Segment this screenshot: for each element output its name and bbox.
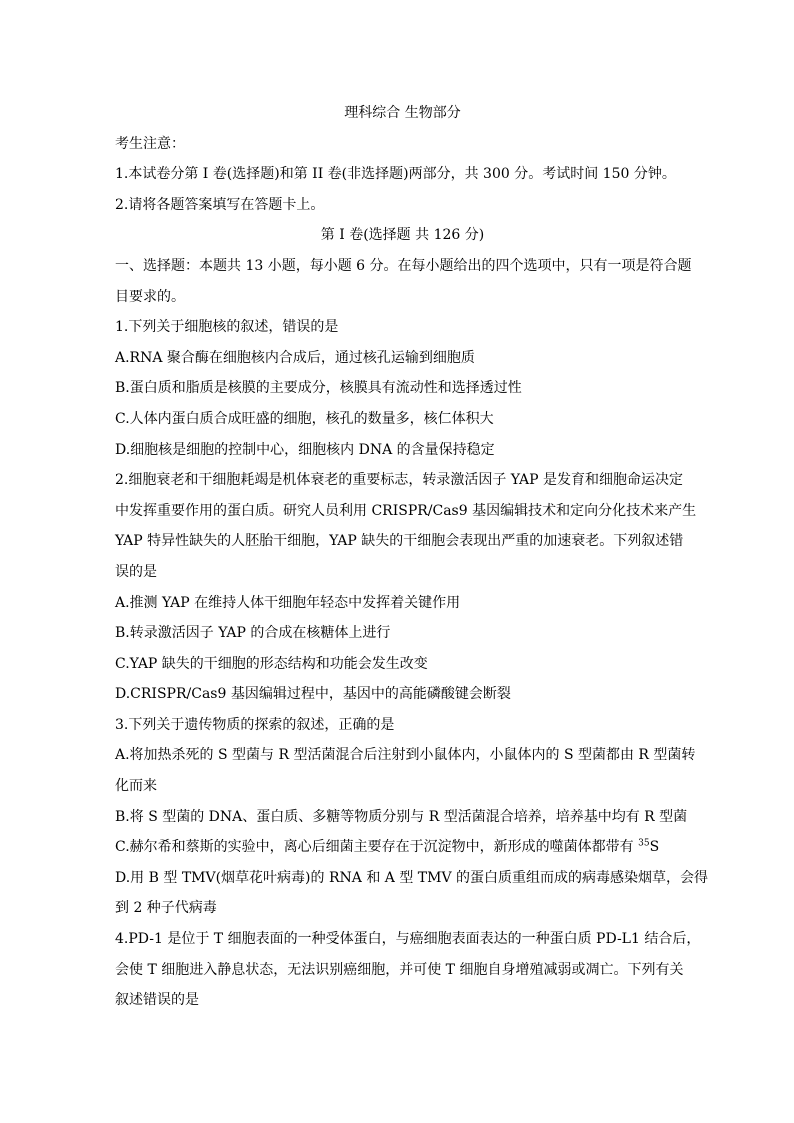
question-4-stem-line-2: 会使 T 细胞进入静息状态，无法识别癌细胞，并可使 T 细胞自身增殖减弱或凋亡。下列有关: [115, 961, 684, 978]
question-3: [115, 710, 709, 924]
question-2: [115, 465, 697, 710]
question-3-option-c-text: C.赫尔希和蔡斯的实验中，离心后细菌主要存在于沉淀物中，新形成的噬菌体都带有: [115, 839, 639, 856]
question-3-option-a-line-1: A.将加热杀死的 S 型菌与 R 型活菌混合后注射到小鼠体内，小鼠体内的 S 型菌都由 R 型菌转: [115, 747, 696, 764]
question-3-option-d-line-2: 到 2 种子代病毒: [115, 900, 217, 917]
isotope-symbol: S: [649, 839, 660, 856]
question-2-stem-line-2: 中发挥重要作用的蛋白质。研究人员利用 CRISPR/Cas9 基因编辑技术和定向分化技术来产生: [115, 502, 697, 519]
question-4: [115, 924, 701, 1016]
question-1-option-d: D.细胞核是细胞的控制中心，细胞核内 DNA 的含量保持稳定: [115, 441, 495, 458]
question-3-option-a-line-2: 化而来: [115, 778, 157, 795]
section-title: 第 I 卷(选择题 共 126 分): [320, 227, 485, 244]
question-1-option-c: C.人体内蛋白质合成旺盛的细胞，核孔的数量多，核仁体积大: [115, 410, 494, 427]
section-intro-line-2: 目要求的。: [115, 288, 185, 305]
question-3-option-d-line-1: D.用 B 型 TMV(烟草花叶病毒)的 RNA 和 A 型 TMV 的蛋白质重组而成的病毒感染烟草，会得: [115, 869, 709, 886]
question-2-stem-line-3: YAP 特异性缺失的人胚胎干细胞，YAP 缺失的干细胞会表现出严重的加速衰老。下列叙述错: [115, 533, 684, 550]
question-1: [115, 312, 690, 465]
question-4-stem-line-1: 4.PD-1 是位于 T 细胞表面的一种受体蛋白，与癌细胞表面表达的一种蛋白质 PD-L1 结合后，: [115, 931, 701, 948]
question-3-option-c: [115, 832, 690, 863]
question-2-option-b: B.转录激活因子 YAP 的合成在核糖体上进行: [115, 625, 391, 642]
question-2-option-a: A.推测 YAP 在维持人体干细胞年轻态中发挥着关键作用: [115, 594, 461, 611]
question-4-stem-line-3: 叙述错误的是: [115, 992, 199, 1009]
question-2-stem-line-4: 误的是: [115, 563, 157, 580]
section-intro-line-1: 一、选择题：本题共 13 小题，每小题 6 分。在每小题给出的四个选项中，只有一项是符合题: [115, 257, 692, 274]
question-3-option-b: B.将 S 型菌的 DNA、蛋白质、多糖等物质分别与 R 型活菌混合培养，培养基中均有 R 型菌: [115, 808, 688, 825]
question-2-stem-line-1: 2.细胞衰老和干细胞耗竭是机体衰老的重要标志，转录激活因子 YAP 是发育和细胞命运决定: [115, 472, 683, 489]
question-3-stem: 3.下列关于遗传物质的探索的叙述，正确的是: [115, 716, 395, 733]
page-title: 理科综合 生物部分: [344, 105, 461, 121]
isotope-mass-number: 35: [638, 838, 650, 849]
notice-heading: 考生注意：: [115, 135, 185, 152]
notice-item-2: 2.请将各题答案填写在答题卡上。: [115, 196, 325, 213]
question-2-option-c: C.YAP 缺失的干细胞的形态结构和功能会发生改变: [115, 655, 428, 672]
notice-item-1: 1.本试卷分第 I 卷(选择题)和第 II 卷(非选择题)两部分，共 300 分。考试时间 150 分钟。: [115, 166, 676, 183]
question-2-option-d: D.CRISPR/Cas9 基因编辑过程中，基因中的高能磷酸键会断裂: [115, 686, 511, 703]
question-1-stem: 1.下列关于细胞核的叙述，错误的是: [115, 319, 339, 336]
question-1-option-a: A.RNA 聚合酶在细胞核内合成后，通过核孔运输到细胞质: [115, 349, 475, 366]
question-1-option-b: B.蛋白质和脂质是核膜的主要成分，核膜具有流动性和选择透过性: [115, 380, 522, 397]
